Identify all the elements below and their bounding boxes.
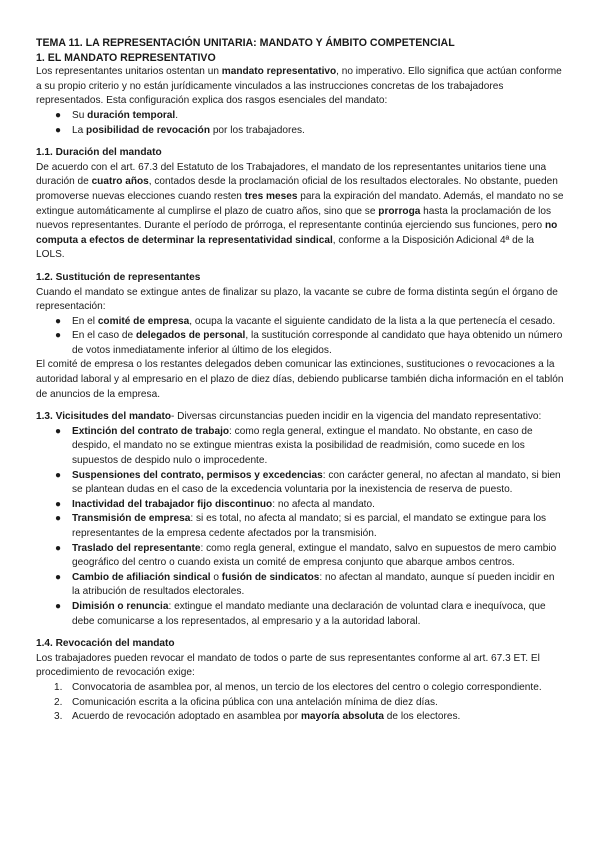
list-item: ● Cambio de afiliación sindical o fusión de sindicatos: no afectan al mandato, aunque sí pueden incidir en la atribución de resultados electorales.	[55, 571, 555, 598]
document-title: TEMA 11. LA REPRESENTACIÓN UNITARIA: MANDATO Y ÁMBITO COMPETENCIAL	[36, 37, 455, 49]
list-item: ● Suspensiones del contrato, permisos y excedencias: con carácter general, no afectan al mandato, si bien se plantean dudas en el caso de la excedencia voluntaria por la inexistencia de reserva de puesto.	[55, 469, 561, 496]
revocacion-steps-list	[36, 681, 564, 725]
bullet-icon: ●	[55, 124, 62, 136]
subsection-vicisitudes-intro: 1.3. Vicisitudes del mandato- Diversas circunstancias pueden incidir en la vigencia del mandato representativo:	[36, 411, 542, 423]
bullet-icon: ●	[55, 315, 62, 327]
bullet-icon: ●	[55, 542, 62, 554]
list-item: ● Su duración temporal.	[72, 109, 564, 124]
bullet-icon: ●	[55, 571, 62, 583]
mandato-traits-list	[36, 109, 564, 138]
list-item: ● Dimisión o renuncia: extingue el mandato mediante una declaración de voluntad clara e inequívoca, que debe comunicarse a los representados, al empresario y a la autoridad laboral.	[55, 600, 546, 627]
subsection-intro-sustitucion: Cuando el mandato se extingue antes de finalizar su plazo, la vacante se cubre de forma distinta según el órgano de representación:	[36, 286, 558, 313]
list-item: ● Traslado del representante: como regla general, extingue el mandato, salvo en supuestos de mero cambio geográfico del centro o cuando exista un comité de empresa conjunto que abarque ambos centros.	[55, 542, 557, 569]
list-item: 1. Convocatoria de asamblea por, al menos, un tercio de los electores del centro o colegio correspondiente.	[54, 681, 542, 693]
list-item: ● Extinción del contrato de trabajo: como regla general, extingue el mandato. No obstante, en caso de despido, el mandato no se extingue mientras exista la posibilidad de readmisión, como sucede en los supuestos de despido nulo o improcedente.	[55, 425, 533, 467]
subsection-heading-duracion: 1.1. Duración del mandato	[36, 147, 162, 159]
list-item: ● Transmisión de empresa: si es total, no afecta al mandato; si es parcial, el mandato se extingue para los representantes de la empresa cedente afectados por la transmisión.	[55, 513, 547, 539]
list-item: ● La posibilidad de revocación por los trabajadores.	[72, 124, 564, 139]
bullet-icon: ●	[55, 498, 62, 510]
vicisitudes-list	[36, 425, 564, 629]
section-intro-mandato: Los representantes unitarios ostentan un mandato representativo, no imperativo. Ello significa que actúan conforme a su propio criterio y no están jurídicamente vinculados a las instrucciones concretas de los trabajadores representados. Esta configuración explica dos rasgos esenciales del mandato:	[36, 66, 562, 107]
list-item: ● Inactividad del trabajador fijo discontinuo: no afecta al mandato.	[72, 498, 564, 513]
bullet-icon: ●	[55, 600, 62, 612]
list-item: ● En el caso de delegados de personal, la sustitución corresponde al candidato que haya obtenido un número de votos inmediatamente inferior al último de los elegidos.	[55, 330, 563, 356]
bullet-icon: ●	[55, 109, 62, 121]
subsection-heading-revocacion: 1.4. Revocación del mandato	[36, 638, 175, 650]
subsection-intro-revocacion: Los trabajadores pueden revocar el mandato de todos o parte de sus representantes conforme al art. 67.3 ET. El procedimiento de revocación exige:	[36, 652, 540, 679]
bullet-icon: ●	[55, 425, 62, 437]
list-item: ● En el comité de empresa, ocupa la vacante el siguiente candidato de la lista a la que pertenecía el cesado.	[72, 315, 564, 330]
subsection-body-duracion: De acuerdo con el art. 67.3 del Estatuto de los Trabajadores, el mandato de los representantes unitarios tiene una duración de cuatro años, contados desde la proclamación oficial de los resultados electorales. No obstante, pueden promoverse nuevas elecciones cuando resten tres meses para la expiración del mandato. Además, el mandato no se extingue automáticamente al cumplirse el plazo de cuatro años, sino que se prorroga hasta la proclamación de los nuevos representantes. Durante el período de prórroga, el representante continúa ejerciendo sus funciones, pero no computa a efectos de determinar la representatividad sindical, conforme a la Disposición Adicional 4ª de la LOLS.	[36, 161, 564, 261]
section-heading-mandato: 1. EL MANDATO REPRESENTATIVO	[36, 51, 216, 64]
bullet-icon: ●	[55, 469, 62, 481]
list-item: 3. Acuerdo de revocación adoptado en asamblea por mayoría absoluta de los electores.	[54, 711, 461, 723]
subsection-closing-sustitucion: El comité de empresa o los restantes delegados deben comunicar las extinciones, sustituciones o revocaciones a la autoridad laboral y al empresario en el plazo de diez días, debiendo publicarse también dicha información en el tablón de anuncios de la empresa.	[36, 359, 564, 400]
list-item: 2. Comunicación escrita a la oficina pública con una antelación mínima de diez días.	[54, 696, 438, 708]
sustitucion-list	[36, 315, 564, 359]
subsection-heading-vicisitudes: 1.3. Vicisitudes del mandato	[36, 411, 172, 423]
subsection-heading-sustitucion: 1.2. Sustitución de representantes	[36, 271, 201, 283]
bullet-icon: ●	[55, 513, 62, 525]
bullet-icon: ●	[55, 330, 62, 342]
